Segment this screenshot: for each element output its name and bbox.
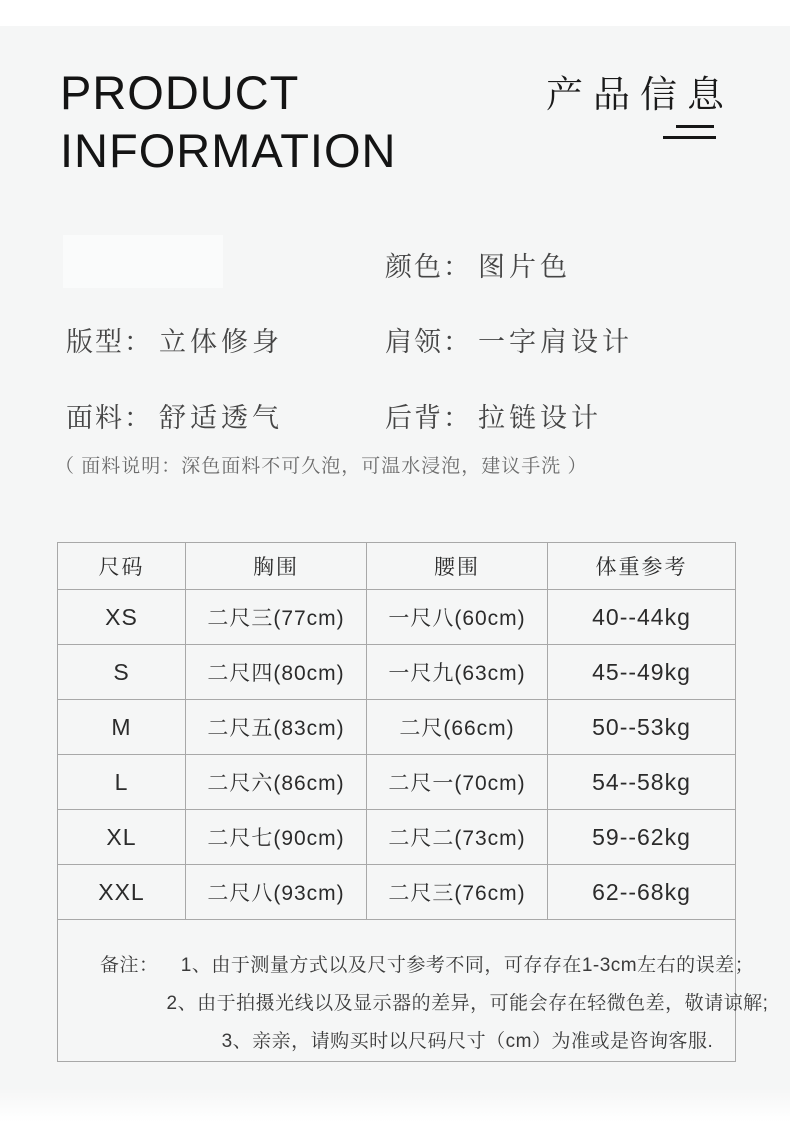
cell-weight: 54--58kg	[548, 755, 736, 810]
cell-bust: 二尺四(80cm)	[186, 645, 367, 700]
page-title-english	[60, 64, 397, 180]
attr-color	[385, 245, 571, 284]
cell-waist: 一尺九(63cm)	[367, 645, 548, 700]
remark-item-2: 2、由于拍摄光线以及显示器的差异，可能会存在轻微色差，敬请谅解;	[166, 993, 769, 1014]
table-row	[58, 700, 736, 755]
cell-weight: 59--62kg	[548, 810, 736, 865]
attr-shoulder-value: 一字肩设计	[478, 327, 633, 357]
cell-size: M	[58, 700, 186, 755]
page-title-chinese: 产品信息	[546, 75, 734, 116]
cell-weight: 50--53kg	[548, 700, 736, 755]
attr-back-value: 拉链设计	[478, 403, 602, 433]
cell-waist: 二尺(66cm)	[367, 700, 548, 755]
header-weight: 体重参考	[548, 543, 736, 590]
attr-fabric-value: 舒适透气	[159, 403, 283, 433]
background-bottom-fade	[0, 1088, 790, 1122]
cell-waist: 二尺一(70cm)	[367, 755, 548, 810]
remark-item-3: 3、亲亲，请购买时以尺码尺寸（cm）为准或是咨询客服.	[221, 1031, 714, 1052]
attr-color-value: 图片色	[478, 252, 571, 282]
cell-size: XL	[58, 810, 186, 865]
table-row	[58, 865, 736, 920]
double-line-mark-top	[676, 125, 714, 128]
cell-bust: 二尺三(77cm)	[186, 590, 367, 645]
cell-bust: 二尺七(90cm)	[186, 810, 367, 865]
cell-waist: 二尺三(76cm)	[367, 865, 548, 920]
header-size: 尺码	[58, 543, 186, 590]
size-chart-table	[57, 542, 769, 1062]
header-waist: 腰围	[367, 543, 548, 590]
table-row	[58, 755, 736, 810]
remarks-list	[167, 947, 769, 1061]
fabric-care-note: （ 面料说明：深色面料不可久泡，可温水浸泡，建议手洗 ）	[55, 456, 588, 477]
attr-color-label: 颜色：	[385, 252, 472, 282]
attr-fit-value: 立体修身	[159, 327, 283, 357]
remarks-cell	[58, 920, 769, 1062]
attr-fabric	[66, 396, 283, 435]
attr-shoulder-label: 肩领：	[385, 327, 472, 357]
cell-weight: 45--49kg	[548, 645, 736, 700]
attr-fit	[66, 320, 283, 359]
page-title-line1: PRODUCT	[60, 66, 300, 119]
attr-fit-label: 版型：	[66, 327, 153, 357]
cell-weight: 40--44kg	[548, 590, 736, 645]
cell-bust: 二尺八(93cm)	[186, 865, 367, 920]
table-row	[58, 810, 736, 865]
cell-waist: 一尺八(60cm)	[367, 590, 548, 645]
remarks	[58, 920, 769, 1061]
cell-bust: 二尺五(83cm)	[186, 700, 367, 755]
attr-back-label: 后背：	[385, 403, 472, 433]
remark-item-1: 1、由于测量方式以及尺寸参考不同，可存存在1-3cm左右的误差；	[180, 955, 755, 976]
table-header-row	[58, 543, 736, 590]
cell-bust: 二尺六(86cm)	[186, 755, 367, 810]
faint-watermark-patch	[63, 235, 223, 288]
cell-waist: 二尺二(73cm)	[367, 810, 548, 865]
attr-shoulder	[385, 320, 633, 359]
table-remarks-row	[58, 920, 736, 1062]
remarks-label: 备注：	[100, 955, 159, 976]
cell-size: XXL	[58, 865, 186, 920]
table-row	[58, 645, 736, 700]
table-row	[58, 590, 736, 645]
cell-size: S	[58, 645, 186, 700]
cell-weight: 62--68kg	[548, 865, 736, 920]
cell-size: L	[58, 755, 186, 810]
cell-size: XS	[58, 590, 186, 645]
header-bust: 胸围	[186, 543, 367, 590]
page-title-line2: INFORMATION	[60, 124, 397, 177]
double-line-mark-bottom	[663, 136, 716, 139]
attr-back	[385, 396, 602, 435]
attr-fabric-label: 面料：	[66, 403, 153, 433]
